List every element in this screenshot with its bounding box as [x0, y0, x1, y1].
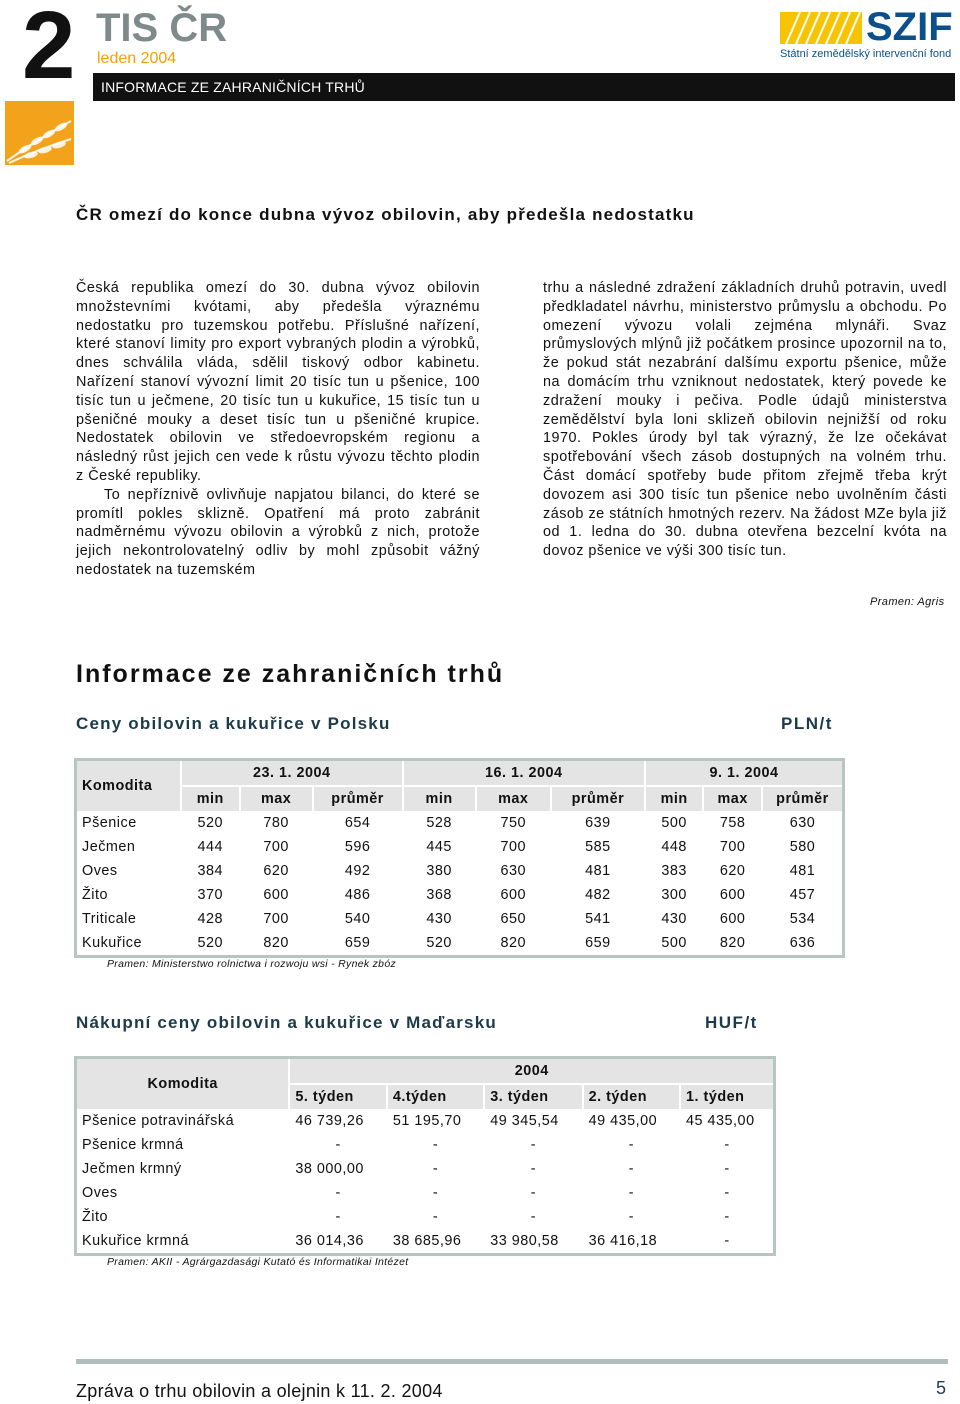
value-cell: -: [484, 1157, 582, 1181]
week-header: 2. týden: [583, 1084, 680, 1109]
value-cell: -: [680, 1133, 774, 1157]
value-cell: 445: [403, 835, 476, 859]
table-row: [76, 1229, 775, 1255]
szif-logo-icon: [780, 12, 862, 49]
value-cell: -: [680, 1205, 774, 1229]
footer-divider: [76, 1359, 948, 1364]
column-header: průměr: [551, 786, 645, 811]
article-source: Pramen: Agris: [870, 596, 945, 608]
article-column-right: [543, 279, 947, 561]
value-cell: 430: [403, 907, 476, 931]
value-cell: -: [583, 1181, 680, 1205]
hungary-table-source: Pramen: AKII - Agrárgazdasági Kutató és Informatikai Intézet: [107, 1256, 409, 1268]
publication-title: TIS ČR: [96, 6, 228, 50]
value-cell: 51 195,70: [387, 1109, 484, 1133]
value-cell: 45 435,00: [680, 1109, 774, 1133]
article-column-left: [76, 279, 480, 580]
table-row: [76, 1109, 775, 1133]
value-cell: 481: [551, 859, 645, 883]
value-cell: 520: [403, 931, 476, 957]
column-header: průměr: [313, 786, 403, 811]
section-bar: [93, 73, 955, 101]
value-cell: 368: [403, 883, 476, 907]
column-header: průměr: [762, 786, 844, 811]
date-header: 16. 1. 2004: [403, 760, 645, 787]
value-cell: 650: [476, 907, 551, 931]
value-cell: 38 685,96: [387, 1229, 484, 1255]
issue-date: leden 2004: [97, 50, 177, 67]
value-cell: 654: [313, 811, 403, 835]
value-cell: 428: [181, 907, 240, 931]
value-cell: 700: [240, 835, 313, 859]
week-header: 3. týden: [484, 1084, 582, 1109]
table-row: [76, 931, 844, 957]
column-header: min: [403, 786, 476, 811]
value-cell: 500: [645, 931, 704, 957]
value-cell: -: [484, 1181, 582, 1205]
poland-price-table: [74, 758, 845, 958]
szif-logo-subtitle: Státní zemědělský intervenční fond: [780, 48, 952, 60]
article-paragraph: To nepříznivě ovlivňuje napjatou bilanci, do které se promítl pokles sklizně. Opatření má proto zabránit nadměrnému vývozu obilovin a výrobků z nich, protože jejich nekontrolovatelný odliv by mohl způsobit vážný nedostatek na tuzemském: [76, 486, 480, 578]
value-cell: 36 014,36: [289, 1229, 386, 1255]
article-paragraph: Česká republika omezí do 30. dubna vývoz obilovin množstevními kvótami, aby předešla výraznému nedostatku pro tuzemskou potřebu. Příslušné nařízení, které stanoví limity pro export vybraných plodin a výrobků, dnes schválila vláda, sdělil tiskový odbor kabinetu. Nařízení stanoví vývozní limit 20 tisíc tun u pšenice, 100 tisíc tun u ječmene, 20 tisíc tun u kukuřice, 15 tisíc tun u pšeničné mouky a deset tisíc tun u pšeničné krupice. Nedostatek obilovin ve středoevropském regionu a následný růst jejich cen vede k růstu vývozu těchto plodin z České republiky.: [76, 280, 480, 484]
value-cell: 380: [403, 859, 476, 883]
value-cell: 820: [240, 931, 313, 957]
table-row: [76, 1157, 775, 1181]
value-cell: 596: [313, 835, 403, 859]
commodity-cell: Pšenice krmná: [76, 1133, 290, 1157]
commodity-cell: Kukuřice: [76, 931, 182, 957]
hungary-price-table: [74, 1056, 776, 1256]
column-header: max: [240, 786, 313, 811]
value-cell: 384: [181, 859, 240, 883]
table-row: [76, 1205, 775, 1229]
value-cell: 528: [403, 811, 476, 835]
commodity-cell: Pšenice: [76, 811, 182, 835]
value-cell: 500: [645, 811, 704, 835]
value-cell: -: [289, 1181, 386, 1205]
article-title: ČR omezí do konce dubna vývoz obilovin, aby předešla nedostatku: [76, 205, 695, 224]
commodity-cell: Triticale: [76, 907, 182, 931]
table-row: [76, 859, 844, 883]
value-cell: 457: [762, 883, 844, 907]
section-bar-label: INFORMACE ZE ZAHRANIČNÍCH TRHŮ: [101, 79, 365, 95]
value-cell: 481: [762, 859, 844, 883]
wheat-icon: [5, 101, 74, 165]
value-cell: -: [680, 1157, 774, 1181]
value-cell: 600: [476, 883, 551, 907]
value-cell: -: [387, 1133, 484, 1157]
value-cell: 482: [551, 883, 645, 907]
week-header: 4.týden: [387, 1084, 484, 1109]
page-number: 5: [936, 1378, 947, 1398]
value-cell: -: [387, 1205, 484, 1229]
commodity-cell: Ječmen: [76, 835, 182, 859]
value-cell: 600: [240, 883, 313, 907]
value-cell: 541: [551, 907, 645, 931]
table-row: [76, 835, 844, 859]
table-row: [76, 1133, 775, 1157]
value-cell: 580: [762, 835, 844, 859]
value-cell: 600: [703, 883, 762, 907]
value-cell: 600: [703, 907, 762, 931]
commodity-cell: Žito: [76, 1205, 290, 1229]
value-cell: 659: [313, 931, 403, 957]
article-paragraph: trhu a následné zdražení základních druhů potravin, uvedl předkladatel návrhu, ministerstvo průmyslu a obchodu. Po omezení vývozu volali zejména mlynáři. Svaz průmyslových mlýnů již počátkem prosince upozornil na to, že pokud stát nezabrání dalšímu exportu pšenice, může na domácím trhu vzniknout nedostatek, který povede ke zdražení mouky i pečiva. Podle údajů ministerstva zemědělství byla loni sklizeň obilovin nejnižší od roku 1970. Pokles úrody byl tak výrazný, že lze očekávat spotřebování všech zásob dostupných na volném trhu. Část domácí spotřeby bude přitom zřejmě třeba krýt dovozem asi 300 tisíc tun pšenice nebo uvolněním části zásob ze státních hmotných rezerv. Na žádost MZe byla již od 1. ledna do 30. dubna otevřena bezcelní kvóta na dovoz pšenice ve výši 300 tisíc tun.: [543, 280, 947, 560]
value-cell: 758: [703, 811, 762, 835]
value-cell: -: [289, 1205, 386, 1229]
hungary-table-unit: HUF/t: [705, 1013, 758, 1032]
table-row: [76, 883, 844, 907]
value-cell: 49 345,54: [484, 1109, 582, 1133]
column-header: max: [703, 786, 762, 811]
value-cell: 540: [313, 907, 403, 931]
commodity-cell: Oves: [76, 859, 182, 883]
value-cell: -: [680, 1229, 774, 1255]
value-cell: 430: [645, 907, 704, 931]
value-cell: 585: [551, 835, 645, 859]
commodity-cell: Kukuřice krmná: [76, 1229, 290, 1255]
value-cell: 46 739,26: [289, 1109, 386, 1133]
date-header: 23. 1. 2004: [181, 760, 403, 787]
value-cell: 636: [762, 931, 844, 957]
value-cell: 49 435,00: [583, 1109, 680, 1133]
value-cell: 33 980,58: [484, 1229, 582, 1255]
value-cell: 38 000,00: [289, 1157, 386, 1181]
value-cell: 700: [240, 907, 313, 931]
value-cell: 520: [181, 931, 240, 957]
hungary-table-body: [76, 1109, 775, 1255]
value-cell: 534: [762, 907, 844, 931]
value-cell: -: [387, 1181, 484, 1205]
value-cell: 780: [240, 811, 313, 835]
poland-table-title: Ceny obilovin a kukuřice v Polsku: [76, 714, 391, 733]
value-cell: 630: [762, 811, 844, 835]
value-cell: 659: [551, 931, 645, 957]
commodity-cell: Ječmen krmný: [76, 1157, 290, 1181]
poland-table-body: [76, 811, 844, 957]
poland-table-unit: PLN/t: [781, 714, 833, 733]
section-heading: Informace ze zahraničních trhů: [76, 660, 505, 688]
value-cell: 820: [476, 931, 551, 957]
value-cell: -: [387, 1157, 484, 1181]
value-cell: 820: [703, 931, 762, 957]
value-cell: 750: [476, 811, 551, 835]
value-cell: 444: [181, 835, 240, 859]
value-cell: 520: [181, 811, 240, 835]
year-header: 2004: [289, 1058, 774, 1085]
value-cell: 700: [476, 835, 551, 859]
footer-report-title: Zpráva o trhu obilovin a olejnin k 11. 2. 2004: [76, 1381, 443, 1401]
value-cell: 36 416,18: [583, 1229, 680, 1255]
value-cell: -: [583, 1133, 680, 1157]
issue-number: 2: [22, 0, 72, 99]
week-header: 1. týden: [680, 1084, 774, 1109]
poland-table-source: Pramen: Ministerstwo rolnictwa i rozwoju wsi - Rynek zbóz: [107, 958, 397, 970]
value-cell: -: [680, 1181, 774, 1205]
value-cell: -: [289, 1133, 386, 1157]
commodity-cell: Žito: [76, 883, 182, 907]
column-header: max: [476, 786, 551, 811]
table-row: [76, 811, 844, 835]
value-cell: 630: [476, 859, 551, 883]
value-cell: 700: [703, 835, 762, 859]
value-cell: -: [484, 1133, 582, 1157]
value-cell: -: [583, 1205, 680, 1229]
value-cell: 486: [313, 883, 403, 907]
value-cell: 383: [645, 859, 704, 883]
commodity-cell: Pšenice potravinářská: [76, 1109, 290, 1133]
value-cell: 639: [551, 811, 645, 835]
value-cell: 448: [645, 835, 704, 859]
hungary-table-title: Nákupní ceny obilovin a kukuřice v Maďarsku: [76, 1013, 497, 1032]
value-cell: -: [484, 1205, 582, 1229]
date-header: 9. 1. 2004: [645, 760, 844, 787]
commodity-header: Komodita: [76, 760, 182, 812]
value-cell: -: [583, 1157, 680, 1181]
value-cell: 300: [645, 883, 704, 907]
column-header: min: [181, 786, 240, 811]
week-header: 5. týden: [289, 1084, 386, 1109]
szif-logo-text: SZIF: [866, 5, 953, 49]
value-cell: 620: [703, 859, 762, 883]
value-cell: 620: [240, 859, 313, 883]
value-cell: 492: [313, 859, 403, 883]
column-header: min: [645, 786, 704, 811]
value-cell: 370: [181, 883, 240, 907]
table-row: [76, 1181, 775, 1205]
commodity-cell: Oves: [76, 1181, 290, 1205]
table-row: [76, 907, 844, 931]
commodity-header: Komodita: [76, 1058, 290, 1110]
